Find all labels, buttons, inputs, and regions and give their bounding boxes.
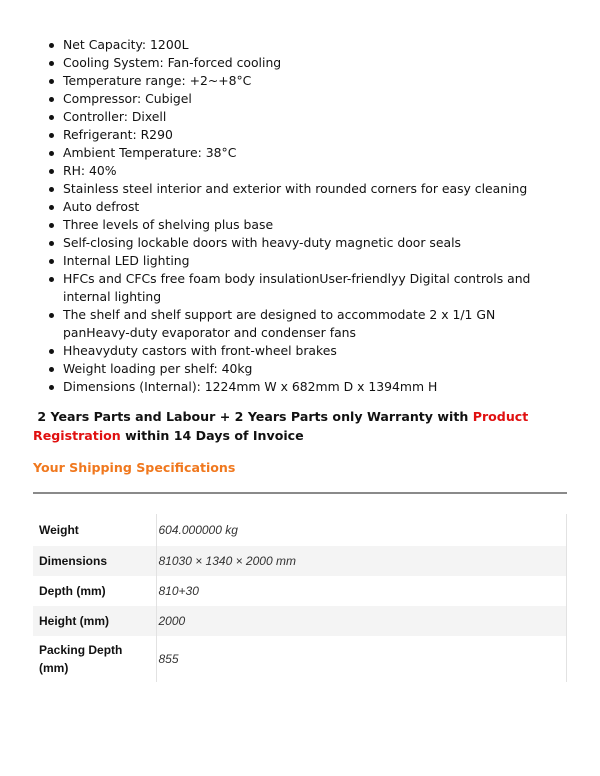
feature-text: Compressor: Cubigel	[63, 91, 192, 106]
spec-label: Height (mm)	[33, 606, 156, 636]
list-item	[49, 126, 564, 144]
warranty-text: 2 Years Parts and Labour + 2 Years Parts only Warranty with	[33, 409, 473, 424]
list-item	[49, 90, 564, 108]
list-item	[49, 252, 564, 270]
bullet-icon	[49, 223, 54, 228]
feature-text: Internal LED lighting	[63, 253, 190, 268]
bullet-icon	[49, 133, 54, 138]
spec-label: Dimensions	[33, 546, 156, 576]
feature-text: Auto defrost	[63, 199, 140, 214]
bullet-icon	[49, 277, 54, 282]
feature-text: The shelf and shelf support are designed to accommodate 2 x 1/1 GN panHeavy-duty evaporator and condenser fans	[63, 307, 496, 340]
list-item	[49, 54, 564, 72]
feature-text: HFCs and CFCs free foam body insulationUser-friendlyy Digital controls and internal lighting	[63, 271, 531, 304]
feature-list	[49, 36, 564, 396]
feature-text: Controller: Dixell	[63, 109, 167, 124]
feature-text: Cooling System: Fan-forced cooling	[63, 55, 282, 70]
feature-text: Net Capacity: 1200L	[63, 37, 189, 52]
list-item	[49, 144, 564, 162]
table-row	[33, 546, 567, 576]
table-row	[33, 606, 567, 636]
bullet-icon	[49, 115, 54, 120]
feature-text: Refrigerant: R290	[63, 127, 173, 142]
feature-text: Stainless steel interior and exterior with rounded corners for easy cleaning	[63, 181, 528, 196]
table-row	[33, 514, 567, 546]
bullet-icon	[49, 79, 54, 84]
bullet-icon	[49, 151, 54, 156]
bullet-icon	[49, 43, 54, 48]
feature-text: Weight loading per shelf: 40kg	[63, 361, 253, 376]
bullet-icon	[49, 61, 54, 66]
list-item	[49, 180, 564, 198]
bullet-icon	[49, 187, 54, 192]
bullet-icon	[49, 241, 54, 246]
list-item	[49, 36, 564, 54]
feature-text: RH: 40%	[63, 163, 117, 178]
bullet-icon	[49, 259, 54, 264]
list-item	[49, 342, 564, 360]
spec-label: Weight	[33, 514, 156, 546]
bullet-icon	[49, 97, 54, 102]
feature-text: Hheavyduty castors with front-wheel brakes	[63, 343, 337, 358]
product-registration-link[interactable]: Product Registration	[33, 409, 529, 443]
bullet-icon	[49, 385, 54, 390]
spec-value: 604.000000 kg	[156, 514, 567, 546]
table-row	[33, 576, 567, 606]
list-item	[49, 306, 564, 342]
list-item	[49, 234, 564, 252]
table-row	[33, 636, 567, 682]
warranty-text-end: within 14 Days of Invoice	[120, 428, 304, 443]
list-item	[49, 162, 564, 180]
bullet-icon	[49, 367, 54, 372]
list-item	[49, 72, 564, 90]
shipping-heading: Your Shipping Specifications	[33, 460, 236, 475]
bullet-icon	[49, 349, 54, 354]
warranty-statement	[33, 407, 563, 445]
spec-value: 81030 × 1340 × 2000 mm	[156, 546, 567, 576]
list-item	[49, 216, 564, 234]
list-item	[49, 270, 564, 306]
bullet-icon	[49, 313, 54, 318]
spec-value: 810+30	[156, 576, 567, 606]
list-item	[49, 198, 564, 216]
spec-value: 2000	[156, 606, 567, 636]
spec-label: Packing Depth (mm)	[33, 636, 156, 682]
list-item	[49, 108, 564, 126]
bullet-icon	[49, 169, 54, 174]
list-item	[49, 360, 564, 378]
spec-label: Depth (mm)	[33, 576, 156, 606]
feature-text: Dimensions (Internal): 1224mm W x 682mm D x 1394mm H	[63, 379, 438, 394]
feature-text: Self-closing lockable doors with heavy-duty magnetic door seals	[63, 235, 461, 250]
feature-text: Temperature range: +2~+8°C	[63, 73, 252, 88]
feature-text: Three levels of shelving plus base	[63, 217, 274, 232]
list-item	[49, 378, 564, 396]
bullet-icon	[49, 205, 54, 210]
feature-text: Ambient Temperature: 38°C	[63, 145, 237, 160]
divider	[33, 492, 567, 494]
shipping-specs-table	[33, 514, 567, 682]
spec-value: 855	[156, 636, 567, 682]
